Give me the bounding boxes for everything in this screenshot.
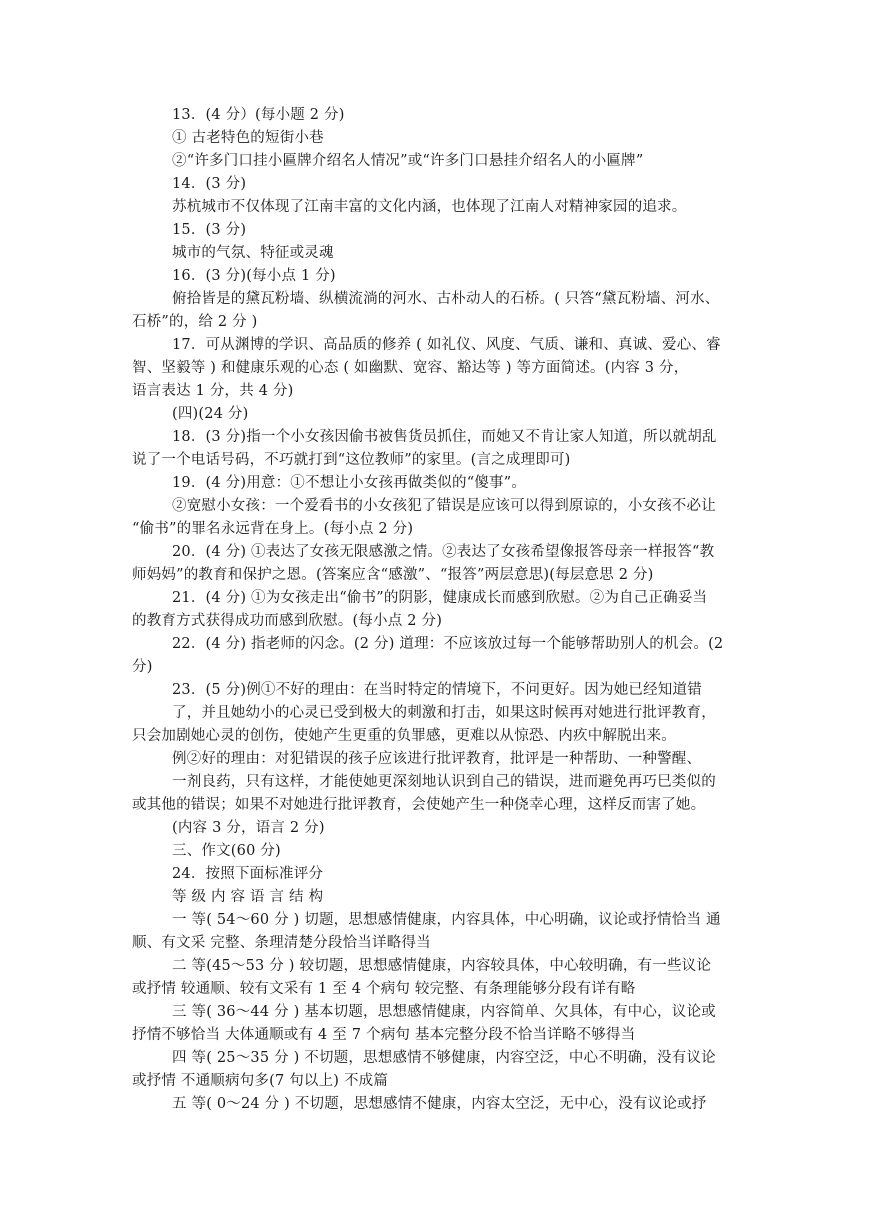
answer-line-31: 或其他的错误；如果不对她进行批评教育，会使她产生一种侥幸心理，这样反而害了她。 — [132, 797, 706, 813]
answer-line-8: 16．(3 分)(每小点 1 分) — [172, 268, 336, 284]
answer-line-34: 24．按照下面标准评分 — [172, 866, 324, 882]
answer-line-5: 苏杭城市不仅体现了江南丰富的文化内涵，也体现了江南人对精神家园的追求。 — [172, 199, 687, 215]
answer-line-22: 21．(4 分) ①为女孩走出“偷书”的阴影，健康成长而感到欣慰。②为自己正确妥当 — [172, 590, 708, 606]
grade-line-3a: 三 等( 36～44 分 ) 基本切题，思想感情健康，内容简单、欠具体，有中心，议论或 — [172, 1004, 716, 1020]
answer-line-12: 智、坚毅等 ) 和健康乐观的心态 ( 如幽默、宽容、豁达等 ) 等方面简述。(内容 3 分， — [132, 360, 689, 376]
answer-line-20: 20．(4 分) ①表达了女孩无限感激之情。②表达了女孩希望像报答母亲一样报答“教 — [172, 544, 715, 560]
answer-line-26: 23．(5 分)例①不好的理由：在当时特定的情境下，不问更好。因为她已经知道错 — [172, 682, 702, 698]
answer-line-7: 城市的气氛、特征或灵魂 — [172, 245, 334, 261]
grade-line-4b: 或抒情 不通顺病句多(7 句以上) 不成篇 — [132, 1073, 389, 1089]
answer-line-17: 19．(4 分)用意：①不想让小女孩再做类似的“傻事”。 — [172, 475, 527, 491]
answer-line-32: (内容 3 分，语言 2 分) — [172, 820, 325, 836]
answer-line-24: 22．(4 分) 指老师的闪念。(2 分) 道理：不应该放过每一个能够帮助别人的机会。(2 — [172, 636, 724, 652]
answer-line-23: 的教育方式获得成功而感到欣慰。(每小点 2 分) — [132, 613, 443, 629]
section-heading-4: (四)(24 分) — [172, 406, 249, 422]
section-heading-3: 三、作文(60 分) — [172, 843, 281, 859]
answer-line-27: 了，并且她幼小的心灵已受到极大的刺激和打击，如果这时候再对她进行批评教育， — [172, 705, 716, 721]
answer-line-29: 例②好的理由：对犯错误的孩子应该进行批评教育，批评是一种帮助、一种警醒、 — [172, 751, 702, 767]
grade-line-4a: 四 等( 25～35 分 ) 不切题，思想感情不够健康，内容空泛，中心不明确，没有议论 — [172, 1050, 716, 1066]
grade-line-3b: 抒情不够恰当 大体通顺或有 4 至 7 个病句 基本完整分段不恰当详略不够得当 — [132, 1027, 636, 1043]
answer-line-13: 语言表达 1 分，共 4 分) — [132, 383, 294, 399]
grading-table-header: 等 级 内 容 语 言 结 构 — [172, 889, 324, 905]
answer-line-11: 17．可从渊博的学识、高品质的修养 ( 如礼仪、风度、气质、谦和、真诚、爱心、睿 — [172, 337, 721, 353]
grade-line-2a: 二 等(45～53 分 ) 较切题，思想感情健康，内容较具体，中心较明确，有一些议论 — [172, 958, 712, 974]
answer-line-9: 俯拾皆是的黛瓦粉墙、纵横流淌的河水、古朴动人的石桥。( 只答“黛瓦粉墙、河水、 — [172, 291, 720, 307]
grade-line-5a: 五 等( 0～24 分 ) 不切题，思想感情不健康，内容太空泛，无中心，没有议论或抒 — [172, 1096, 707, 1112]
grade-line-2b: 或抒情 较通顺、较有文采有 1 至 4 个病句 较完整、有条理能够分段有详有略 — [132, 981, 636, 997]
answer-line-28: 只会加剧她心灵的创伤，使她产生更重的负罪感，更难以从惊恐、内疚中解脱出来。 — [132, 728, 676, 744]
answer-line-25: 分) — [132, 659, 153, 675]
answer-line-18: ②宽慰小女孩：一个爱看书的小女孩犯了错误是应该可以得到原谅的，小女孩不必让 — [172, 498, 716, 514]
answer-line-15: 18．(3 分)指一个小女孩因偷书被售货员抓住，而她又不肯让家人知道，所以就胡乱 — [172, 429, 717, 445]
answer-line-30: 一剂良药，只有这样，才能使她更深刻地认识到自己的错误，进而避免再巧巳类似的 — [172, 774, 716, 790]
answer-line-16: 说了一个电话号码，不巧就打到“这位教师”的家里。(言之成理即可) — [132, 452, 571, 468]
answer-line-10: 石桥”的，给 2 分 ) — [132, 314, 258, 330]
answer-line-21: 师妈妈”的教育和保护之恩。(答案应含“感激”、“报答”两层意思)(每层意思 2 分) — [132, 567, 654, 583]
answer-line-4: 14．(3 分) — [172, 176, 247, 192]
answer-line-6: 15．(3 分) — [172, 222, 247, 238]
answer-line-3: ②“许多门口挂小匾牌介绍名人情况”或“许多门口悬挂介绍名人的小匾牌” — [172, 153, 644, 169]
answer-line-2: ① 古老特色的短街小巷 — [172, 130, 324, 146]
grade-line-1b: 顺、有文采 完整、条理清楚分段恰当详略得当 — [132, 935, 431, 951]
answer-line-19: “偷书”的罪名永远背在身上。(每小点 2 分) — [132, 521, 414, 537]
grade-line-1a: 一 等( 54～60 分 ) 切题，思想感情健康，内容具体，中心明确，议论或抒情恰当 通 — [172, 912, 721, 928]
answer-line-1: 13．(4 分）(每小题 2 分) — [172, 107, 345, 123]
